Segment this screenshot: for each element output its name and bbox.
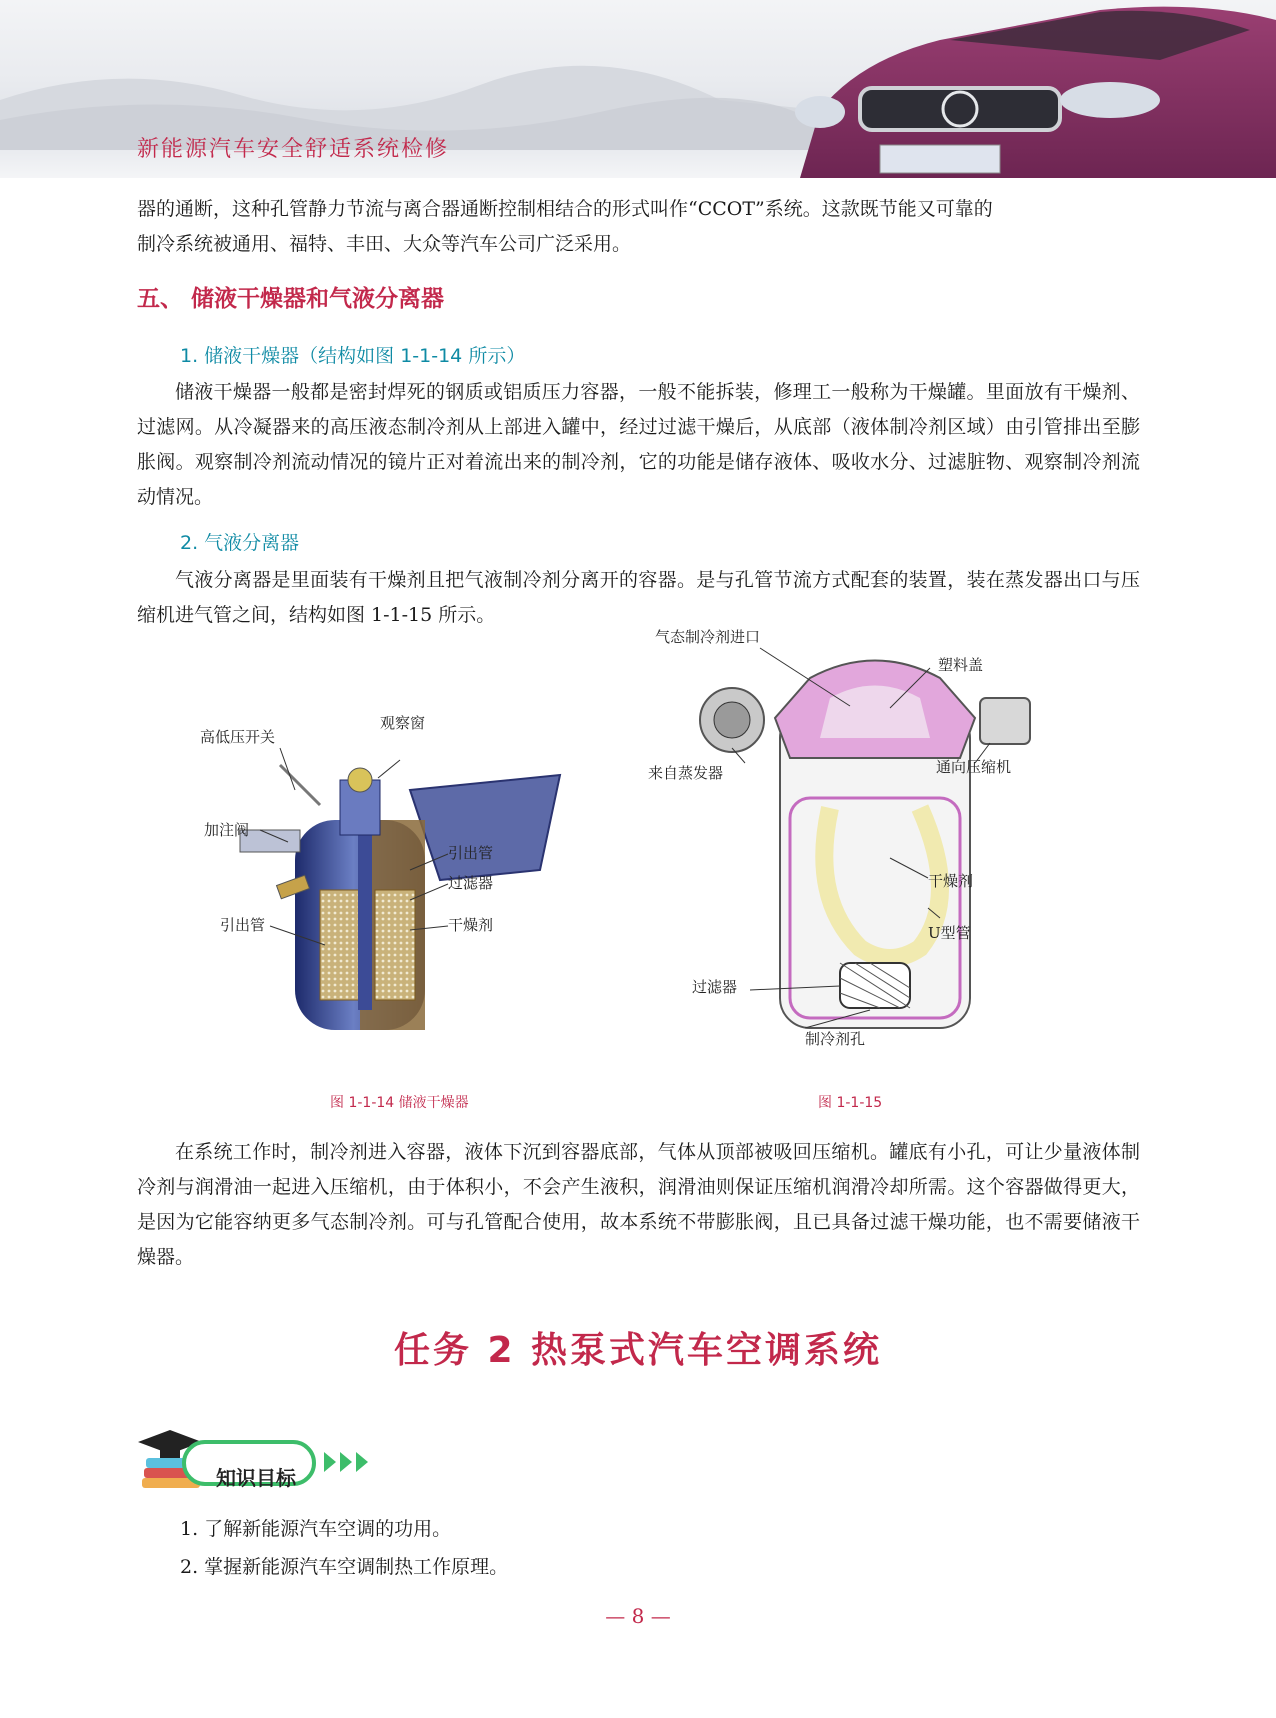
label-outlet-tube-right: 引出管 [448,844,494,862]
page-number: — 8 — [605,1604,671,1628]
figure-caption-2: 图 1-1-15 [818,1095,883,1111]
subsection-2-body [137,563,1140,633]
receiver-dryer-text: 储液干燥器一般都是密封焊死的钢质或铝质压力容器，一般不能拆装，修理工一般称为干燥罐。里面放有干燥剂、过滤网。从冷凝器来的高压液态制冷剂从上部进入罐中，经过过滤干燥后，从底部（液体制冷剂区域）由引管排出至膨胀阀。观察制冷剂流动情况的镜片正对着流出来的制冷剂，它的功能是储存液体、吸收水分、过滤脏物、观察制冷剂流动情况。 [137,381,1140,508]
label-desiccant: 干燥剂 [448,916,494,934]
section-heading: 五、 储液干燥器和气液分离器 [137,286,445,312]
accumulator-figure [648,628,1050,1078]
figure-caption-1: 图 1-1-14 储液干燥器 [330,1095,469,1111]
receiver-dryer-figure [200,714,640,1070]
label-outlet-tube-left: 引出管 [220,916,266,934]
task-heading: 任务 2 热泵式汽车空调系统 [393,1330,883,1371]
label-refrigerant-hole: 制冷剂孔 [805,1030,866,1048]
label-from-evaporator: 来自蒸发器 [648,764,724,782]
subsection-1-body [137,375,1140,515]
label-charge-valve: 加注阀 [204,821,250,839]
intro-line-1: 器的通断，这种孔管静力节流与离合器通断控制相结合的形式叫作“CCOT”系统。这款既节能又可靠的 [137,198,993,220]
working-text: 在系统工作时，制冷剂进入容器，液体下沉到容器底部，气体从顶部被吸回压缩机。罐底有小孔，可让少量液体制冷剂与润滑油一起进入压缩机，由于体积小，不会产生液积，润滑油则保证压缩机润滑冷却所需。这个容器做得更大，是因为它能容纳更多气态制冷剂。可与孔管配合使用，故本系统不带膨胀阀，且已具备过滤干燥功能，也不需要储液干燥器。 [137,1141,1140,1268]
objective-item-1: 1. 了解新能源汽车空调的功用。 [180,1518,452,1540]
label-gas-inlet: 气态制冷剂进口 [655,628,761,646]
label-plastic-cap: 塑料盖 [938,656,984,674]
label-filter: 过滤器 [448,874,494,892]
book-title: 新能源汽车安全舒适系统检修 [137,137,450,162]
car-image [780,0,1276,178]
subsection-heading-1: 1. 储液干燥器（结构如图 1-1-14 所示） [180,345,526,367]
intro-paragraph [137,192,1140,262]
label-pressure-switch: 高低压开关 [200,728,276,746]
label-u-tube: U型管 [928,924,971,942]
page-header [0,0,1276,178]
label-sight-window: 观察窗 [380,714,426,732]
intro-line-2: 制冷系统被通用、福特、丰田、大众等汽车公司广泛采用。 [137,233,632,255]
objective-item-2: 2. 掌握新能源汽车空调制热工作原理。 [180,1556,509,1578]
label-to-compressor: 通向压缩机 [936,758,1012,776]
working-paragraph [137,1135,1140,1275]
subsection-heading-2: 2. 气液分离器 [180,532,300,554]
label-fig2-desiccant: 干燥剂 [928,872,974,890]
label-fig2-filter: 过滤器 [692,978,738,996]
accumulator-text: 气液分离器是里面装有干燥剂且把气液制冷剂分离开的容器。是与孔管节流方式配套的装置，装在蒸发器出口与压缩机进气管之间，结构如图 1-1-15 所示。 [137,569,1140,626]
knowledge-badge-label: 知识目标 [216,1466,296,1490]
